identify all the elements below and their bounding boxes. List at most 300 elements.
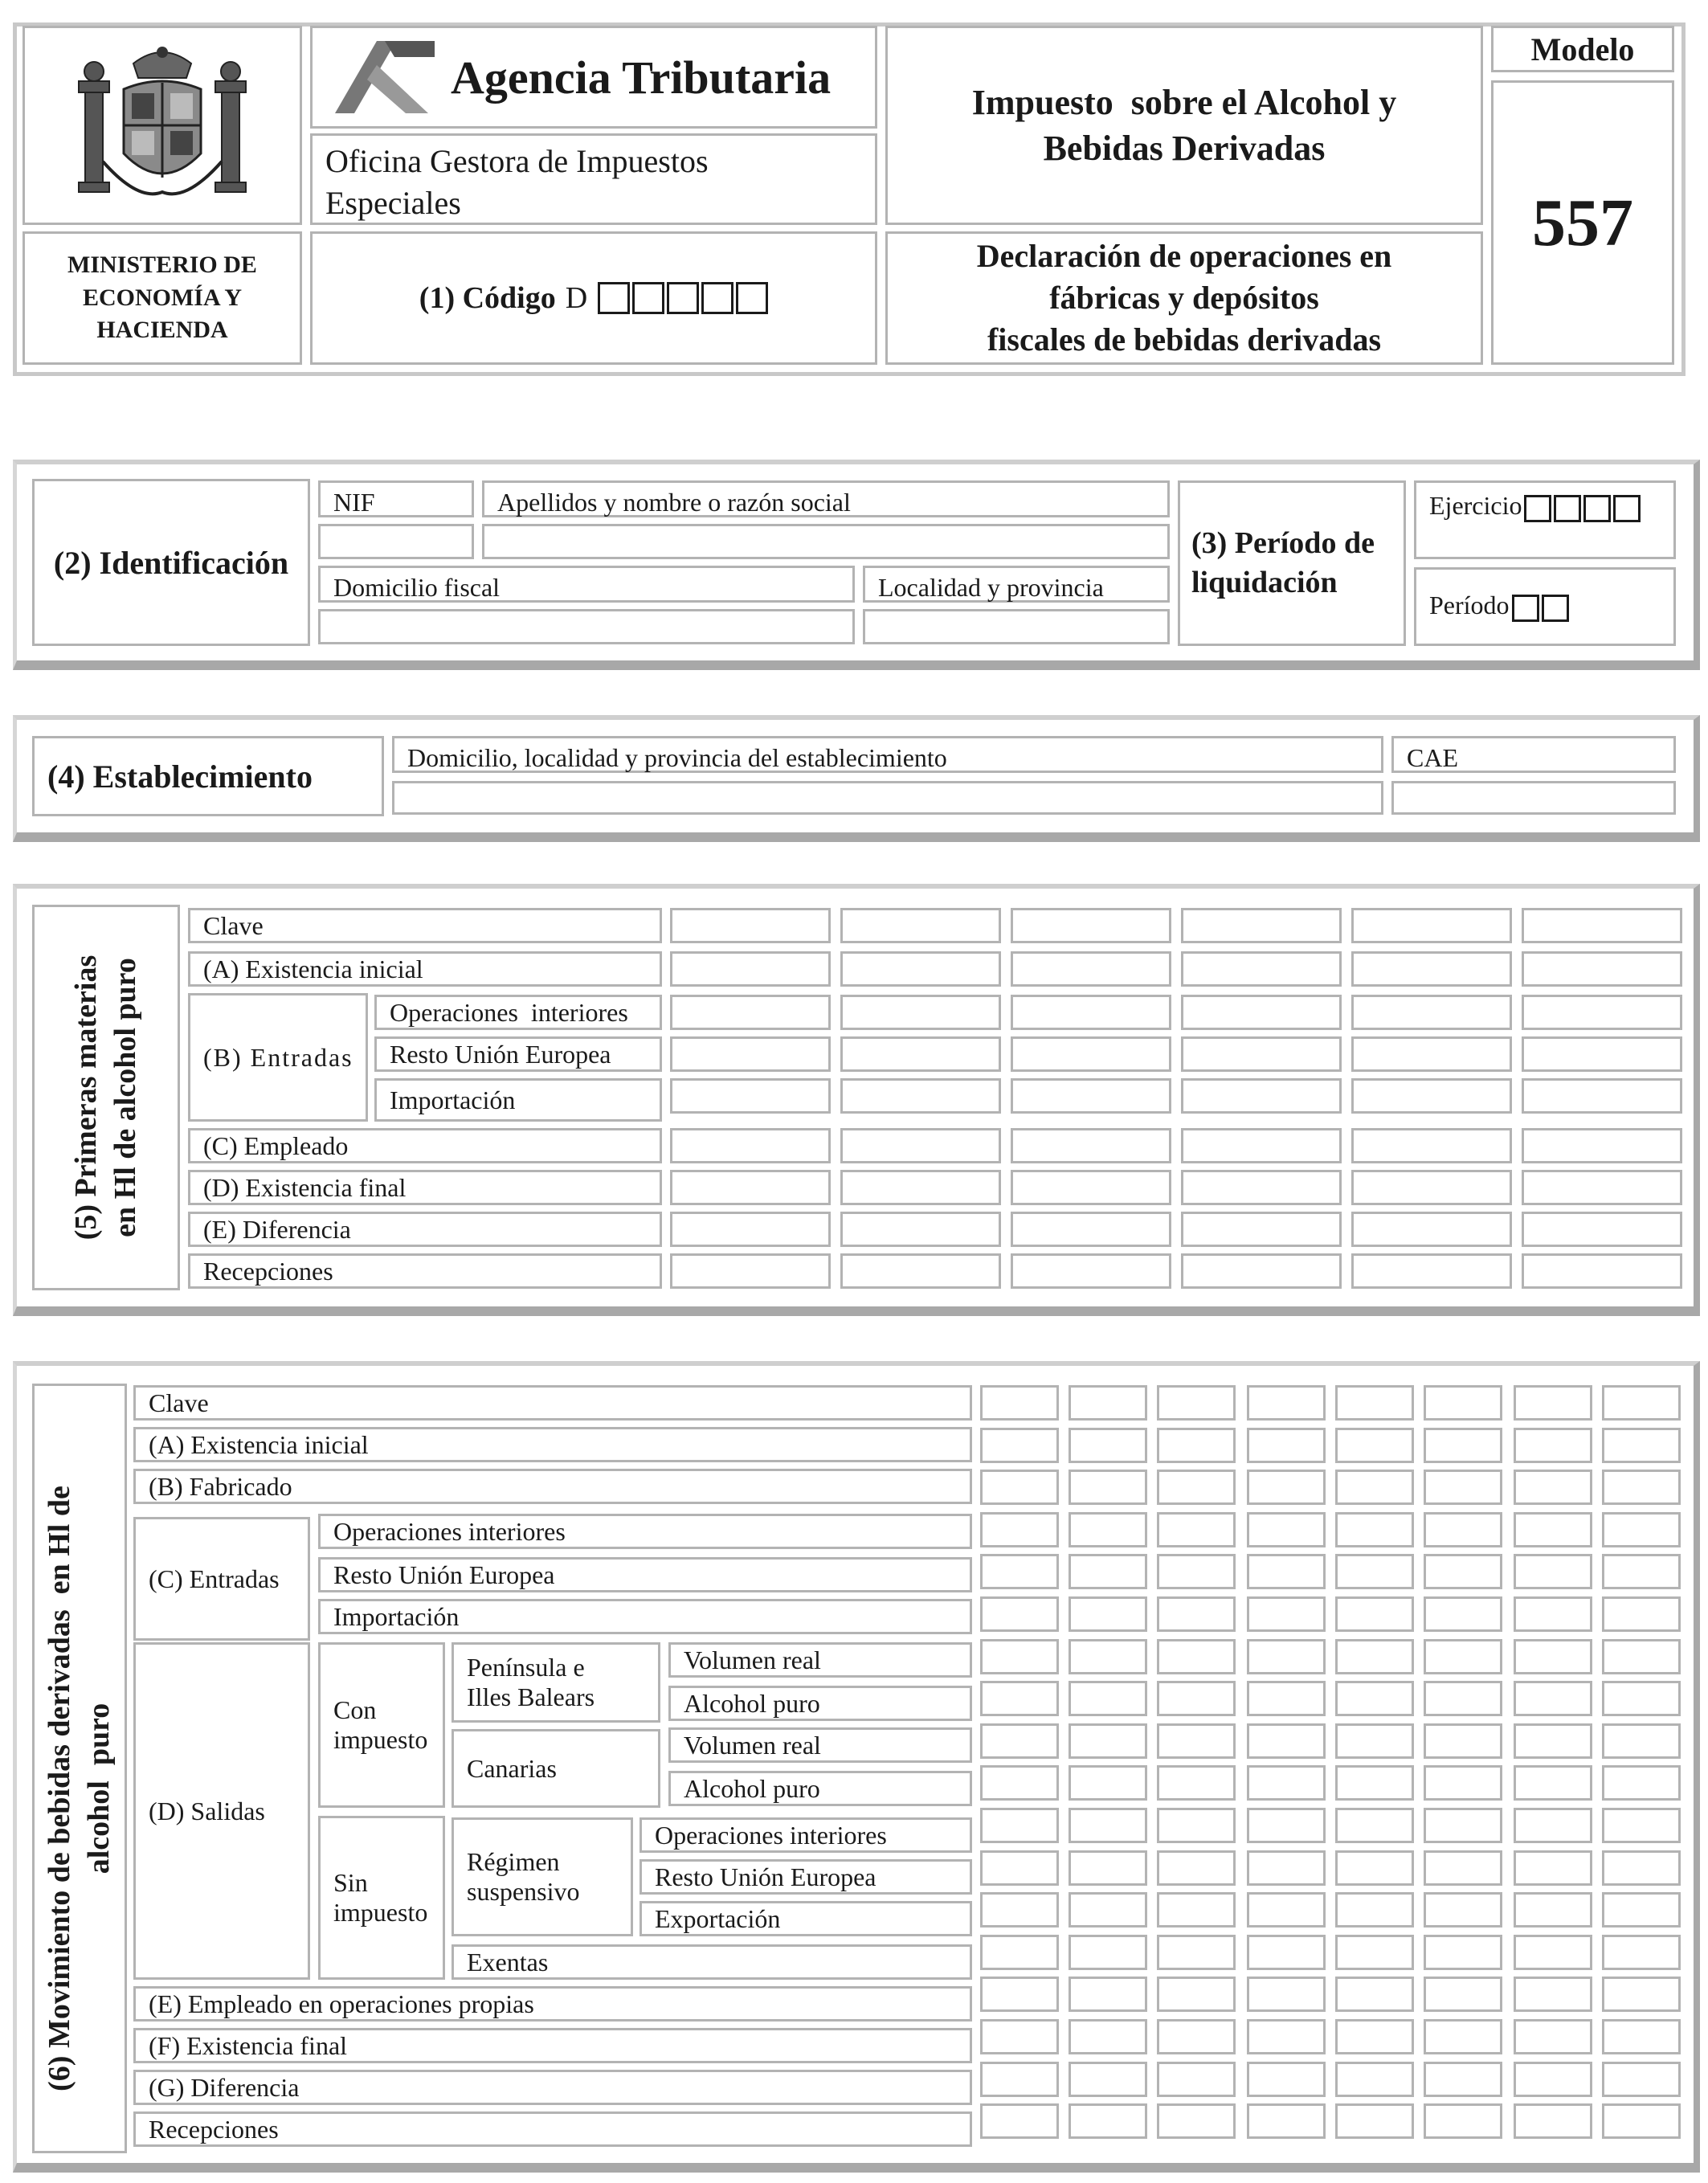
agency-logo-icon [329,33,441,121]
s5-value-cell[interactable] [670,1253,831,1289]
s6-value-cell[interactable] [980,1512,1059,1547]
s6-value-cell[interactable] [1602,1470,1681,1505]
s6-value-cell[interactable] [1157,2019,1236,2054]
s5-value-cell[interactable] [1181,1253,1342,1289]
s6-value-cell[interactable] [1069,1512,1147,1547]
s6-value-cell[interactable] [1157,2103,1236,2139]
s5-value-cell[interactable] [1011,951,1171,987]
s6-label-text: Resto Unión Europea [333,1560,555,1589]
s6-value-cell[interactable] [1514,1808,1592,1843]
localidad-input[interactable] [863,609,1170,644]
s5-value-cell[interactable] [1522,1128,1682,1163]
s6-label-salidas [133,1642,310,1980]
s6-value-cell[interactable] [1424,1935,1502,1970]
s5-label-text: Resto Unión Europea [390,1039,611,1069]
s5-value-cell[interactable] [1522,1253,1682,1289]
s6-value-cell[interactable] [1157,1723,1236,1759]
s6-label-text: Clave [149,1388,209,1417]
s6-value-cell[interactable] [980,1639,1059,1674]
s6-value-cell[interactable] [1424,1554,1502,1589]
codigo-label: (1) Código [419,281,556,315]
s6-value-cell[interactable] [1069,1385,1147,1421]
s6-value-cell[interactable] [1069,2019,1147,2054]
periodo-digit-box[interactable] [1512,595,1539,622]
s6-value-cell[interactable] [1424,1850,1502,1886]
s5-label-resto-ue [374,1036,662,1072]
s6-label-canarias [452,1729,660,1808]
s6-value-cell[interactable] [1602,2103,1681,2139]
s5-value-cell[interactable] [1522,1078,1682,1114]
ministry-line: HACIENDA [96,317,228,344]
s5-value-cell[interactable] [1522,1212,1682,1247]
s5-value-cell[interactable] [1522,995,1682,1030]
s6-value-cell[interactable] [1247,1723,1326,1759]
s6-value-cell[interactable] [1424,1977,1502,2012]
section6-title-line: alcohol puro [82,1703,116,1874]
s5-value-cell[interactable] [1181,951,1342,987]
s6-value-cell[interactable] [980,1385,1059,1421]
s6-value-cell[interactable] [1514,2062,1592,2097]
s5-value-cell[interactable] [840,1078,1001,1114]
s6-value-cell[interactable] [980,2062,1059,2097]
s6-label-text: Régimen [467,1847,560,1877]
ejercicio-digit-box[interactable] [1583,495,1611,522]
s6-value-cell[interactable] [980,1470,1059,1505]
s6-label-operaciones-interiores [318,1514,972,1549]
s5-value-cell[interactable] [1011,1128,1171,1163]
s6-label-volumen-real-canarias [668,1727,972,1763]
s6-value-cell[interactable] [1602,1723,1681,1759]
s6-value-cell[interactable] [980,1723,1059,1759]
s5-value-cell[interactable] [670,1036,831,1072]
s6-label-text: (C) Entradas [149,1564,280,1593]
s6-value-cell[interactable] [1157,1935,1236,1970]
s5-value-cell[interactable] [840,1128,1001,1163]
s6-label-text: Operaciones interiores [333,1516,566,1546]
s5-value-cell[interactable] [1351,1253,1512,1289]
s6-value-cell[interactable] [1602,1850,1681,1886]
s6-value-cell[interactable] [1514,1512,1592,1547]
s6-value-cell[interactable] [1335,1554,1414,1589]
s6-value-cell[interactable] [1335,2103,1414,2139]
s6-value-cell[interactable] [1424,1385,1502,1421]
s6-value-cell[interactable] [1069,2062,1147,2097]
s6-value-cell[interactable] [1424,1596,1502,1632]
s6-value-cell[interactable] [1069,1935,1147,1970]
s6-value-cell[interactable] [1247,1385,1326,1421]
s6-value-cell[interactable] [1157,1977,1236,2012]
s6-value-cell[interactable] [1602,2019,1681,2054]
identificacion-title-box [32,479,310,646]
s6-value-cell[interactable] [1514,2019,1592,2054]
s6-value-cell[interactable] [1514,1681,1592,1716]
s6-label-text: Exportación [655,1903,781,1933]
s5-value-cell[interactable] [1351,1170,1512,1205]
s5-label-operaciones-interiores [374,995,662,1030]
s6-label-existencia-final [133,2028,972,2063]
s5-value-cell[interactable] [1181,1128,1342,1163]
s6-value-cell[interactable] [1424,2019,1502,2054]
s5-value-cell[interactable] [1181,1036,1342,1072]
s5-label-recepciones [188,1253,662,1289]
establecimiento-domicilio-input[interactable] [392,781,1383,815]
s6-label-peninsula [452,1642,660,1723]
s6-label-regimen-op-interiores [639,1817,972,1853]
s6-value-cell[interactable] [1335,1808,1414,1843]
codigo-digit-box[interactable] [632,282,664,314]
s6-value-cell[interactable] [1514,1385,1592,1421]
s5-label-entradas [188,993,368,1122]
s6-value-cell[interactable] [1602,1512,1681,1547]
ejercicio-digit-box[interactable] [1554,495,1581,522]
s5-label-existencia-inicial [188,951,662,987]
s6-label-text: (G) Diferencia [149,2072,300,2102]
domicilio-fiscal-label-box [318,566,855,603]
s6-value-cell[interactable] [1247,2103,1326,2139]
s6-value-cell[interactable] [1247,1892,1326,1927]
s5-label-empleado [188,1128,662,1163]
s6-label-text: Illes Balears [467,1682,595,1711]
s6-value-cell[interactable] [1514,1470,1592,1505]
s6-value-cell[interactable] [1069,1428,1147,1463]
s6-value-cell[interactable] [1335,1428,1414,1463]
s6-value-cell[interactable] [1602,1681,1681,1716]
s6-value-cell[interactable] [1157,1639,1236,1674]
codigo-digit-box[interactable] [598,282,630,314]
s6-label-entradas [133,1517,310,1641]
s6-value-cell[interactable] [1157,1470,1236,1505]
s6-value-cell[interactable] [1602,1935,1681,1970]
s6-label-text: impuesto [333,1725,428,1754]
s6-value-cell[interactable] [1424,2062,1502,2097]
agency-box [310,26,877,129]
modelo-number-box [1491,80,1674,365]
nif-label-box [318,480,474,517]
s6-label-regimen [452,1817,633,1936]
modelo-number: 557 [1532,185,1633,260]
s5-value-cell[interactable] [1351,995,1512,1030]
s6-value-cell[interactable] [1157,1596,1236,1632]
establecimiento-title: (4) Establecimiento [47,758,313,795]
s6-value-cell[interactable] [980,1977,1059,2012]
s6-value-cell[interactable] [1157,1385,1236,1421]
s6-label-text: (A) Existencia inicial [149,1429,369,1459]
s6-value-cell[interactable] [1424,1723,1502,1759]
s6-value-cell[interactable] [1602,1385,1681,1421]
s5-label-text: Importación [390,1085,516,1114]
s6-value-cell[interactable] [1157,1428,1236,1463]
s5-value-cell[interactable] [1181,1212,1342,1247]
s6-value-cell[interactable] [1514,2103,1592,2139]
s6-value-cell[interactable] [1602,1765,1681,1801]
s6-value-cell[interactable] [1424,1512,1502,1547]
s5-value-cell[interactable] [1351,1212,1512,1247]
s6-value-cell[interactable] [1335,1512,1414,1547]
s5-value-cell[interactable] [1522,1036,1682,1072]
s5-label-diferencia [188,1212,662,1247]
periodo-title-box [1178,480,1406,646]
s5-value-cell[interactable] [840,951,1001,987]
periodo-title-line: (3) Período de [1191,525,1375,560]
s6-value-cell[interactable] [980,1428,1059,1463]
s6-value-cell[interactable] [1247,2062,1326,2097]
s5-label-text: (B) Entradas [203,1042,353,1072]
s6-value-cell[interactable] [1602,1977,1681,2012]
s6-value-cell[interactable] [1069,1850,1147,1886]
s6-value-cell[interactable] [1514,1639,1592,1674]
s6-value-cell[interactable] [1335,2062,1414,2097]
s6-value-cell[interactable] [1157,1892,1236,1927]
s6-value-cell[interactable] [980,1892,1059,1927]
section5-title [68,905,142,1290]
s6-value-cell[interactable] [1335,1977,1414,2012]
s5-value-cell[interactable] [1351,908,1512,943]
s6-value-cell[interactable] [1335,1596,1414,1632]
section6-title-line: (6) Movimiento de bebidas derivadas en Hl de [42,1486,76,2091]
section6-title [31,1404,128,2173]
s5-value-cell[interactable] [1181,995,1342,1030]
s6-value-cell[interactable] [1602,1428,1681,1463]
tax-title-line: Impuesto sobre el Alcohol y [971,82,1397,122]
s6-value-cell[interactable] [1157,2062,1236,2097]
ejercicio-box[interactable] [1414,480,1676,559]
ejercicio-digit-box[interactable] [1613,495,1641,522]
s6-value-cell[interactable] [1335,1892,1414,1927]
s5-label-text: (E) Diferencia [203,1214,351,1244]
office-box [310,133,877,225]
s6-label-exportacion [639,1901,972,1936]
s5-value-cell[interactable] [1351,1036,1512,1072]
s5-value-cell[interactable] [670,951,831,987]
s6-value-cell[interactable] [1157,1554,1236,1589]
agency-name: Agencia Tributaria [451,51,832,104]
s6-label-resto-ue [318,1557,972,1592]
s5-value-cell[interactable] [840,1170,1001,1205]
s5-value-cell[interactable] [670,1128,831,1163]
s6-value-cell[interactable] [980,1808,1059,1843]
s6-value-cell[interactable] [1602,2062,1681,2097]
s5-value-cell[interactable] [1011,1078,1171,1114]
s5-value-cell[interactable] [1181,1078,1342,1114]
s6-value-cell[interactable] [1335,1850,1414,1886]
s6-value-cell[interactable] [980,1554,1059,1589]
s6-value-cell[interactable] [1335,1681,1414,1716]
s6-label-text: Volumen real [684,1730,821,1760]
declaration-line: fábricas y depósitos [1049,280,1319,316]
s5-value-cell[interactable] [1351,1128,1512,1163]
s6-value-cell[interactable] [1514,1554,1592,1589]
codigo-input[interactable] [595,282,768,314]
s6-value-cell[interactable] [1069,1554,1147,1589]
s6-value-cell[interactable] [1514,1892,1592,1927]
ministry-box [22,231,302,365]
s6-value-cell[interactable] [1602,1639,1681,1674]
s6-value-cell[interactable] [1424,1428,1502,1463]
s5-value-cell[interactable] [1011,1036,1171,1072]
s6-value-cell[interactable] [1069,1977,1147,2012]
s6-value-cell[interactable] [980,1935,1059,1970]
s5-value-cell[interactable] [840,995,1001,1030]
s5-value-cell[interactable] [840,1253,1001,1289]
s6-value-cell[interactable] [1424,1808,1502,1843]
s6-label-regimen-resto-ue [639,1859,972,1895]
s6-value-cell[interactable] [1335,1385,1414,1421]
s6-value-cell[interactable] [1514,1850,1592,1886]
nombre-input[interactable] [482,524,1170,559]
s5-value-cell[interactable] [1011,1170,1171,1205]
s6-value-cell[interactable] [1602,1596,1681,1632]
s6-value-cell[interactable] [1069,1723,1147,1759]
coat-of-arms-icon [74,41,251,210]
s6-value-cell[interactable] [1247,1428,1326,1463]
establecimiento-title-box [32,736,384,816]
s6-value-cell[interactable] [1335,1723,1414,1759]
s6-value-cell[interactable] [1157,1765,1236,1801]
s6-value-cell[interactable] [980,2019,1059,2054]
s6-value-cell[interactable] [1514,1765,1592,1801]
s6-label-fabricado [133,1469,972,1504]
s6-value-cell[interactable] [1069,1808,1147,1843]
localidad-label: Localidad y provincia [878,573,1104,602]
s5-value-cell[interactable] [670,1212,831,1247]
s5-value-cell[interactable] [1351,1078,1512,1114]
s6-value-cell[interactable] [1247,2019,1326,2054]
s6-value-cell[interactable] [1424,1639,1502,1674]
s5-value-cell[interactable] [1351,951,1512,987]
s6-value-cell[interactable] [1157,1512,1236,1547]
s5-value-cell[interactable] [670,1078,831,1114]
s6-label-empleado [133,1986,972,2022]
s6-value-cell[interactable] [1335,1470,1414,1505]
s6-label-text: Alcohol puro [684,1773,820,1803]
ejercicio-digit-box[interactable] [1524,495,1551,522]
s5-value-cell[interactable] [1011,908,1171,943]
s6-label-text: impuesto [333,1898,428,1927]
cae-input[interactable] [1391,781,1676,815]
s6-value-cell[interactable] [1247,1935,1326,1970]
s6-value-cell[interactable] [1157,1681,1236,1716]
s6-value-cell[interactable] [1069,1596,1147,1632]
s6-value-cell[interactable] [980,1765,1059,1801]
s6-value-cell[interactable] [1069,1681,1147,1716]
s6-value-cell[interactable] [1069,1765,1147,1801]
nif-input[interactable] [318,524,474,559]
nombre-label: Apellidos y nombre o razón social [497,488,851,517]
s6-value-cell[interactable] [1602,1554,1681,1589]
codigo-digit-box[interactable] [667,282,699,314]
s5-value-cell[interactable] [1011,1253,1171,1289]
modelo-label: Modelo [1530,31,1635,67]
s6-value-cell[interactable] [1335,1935,1414,1970]
domicilio-fiscal-label: Domicilio fiscal [333,573,501,602]
s6-value-cell[interactable] [1335,2019,1414,2054]
s5-value-cell[interactable] [1522,951,1682,987]
s5-label-text: Operaciones interiores [390,997,628,1027]
s5-value-cell[interactable] [1011,995,1171,1030]
s5-value-cell[interactable] [670,1170,831,1205]
s6-value-cell[interactable] [1602,1808,1681,1843]
s6-label-text: Con [333,1695,377,1725]
nif-label: NIF [333,488,375,517]
s6-value-cell[interactable] [1514,1723,1592,1759]
s6-label-existencia-inicial [133,1427,972,1462]
s6-value-cell[interactable] [1424,1765,1502,1801]
declaration-line: Declaración de operaciones en [976,238,1392,274]
s6-value-cell[interactable] [1157,1808,1236,1843]
section5-title-line: en Hl de alcohol puro [108,958,142,1237]
s5-label-text: (D) Existencia final [203,1172,407,1202]
declaration-line: fiscales de bebidas derivadas [987,321,1382,358]
s5-value-cell[interactable] [1522,1170,1682,1205]
s5-value-cell[interactable] [1011,1212,1171,1247]
s6-value-cell[interactable] [1247,1596,1326,1632]
s6-value-cell[interactable] [1424,1470,1502,1505]
s6-value-cell[interactable] [1514,1596,1592,1632]
s6-value-cell[interactable] [1247,1977,1326,2012]
s6-value-cell[interactable] [980,1596,1059,1632]
office-name: Oficina Gestora de Impuestos Especiales [325,143,709,221]
s6-value-cell[interactable] [1424,1892,1502,1927]
periodo-digit-box[interactable] [1542,595,1569,622]
s5-label-clave [188,908,662,943]
s6-value-cell[interactable] [1247,1681,1326,1716]
s6-value-cell[interactable] [1247,1470,1326,1505]
codigo-prefix: D [565,281,588,315]
s6-value-cell[interactable] [1247,1808,1326,1843]
s5-value-cell[interactable] [1181,1170,1342,1205]
s6-label-diferencia [133,2070,972,2105]
s5-value-cell[interactable] [1522,908,1682,943]
s6-value-cell[interactable] [1247,1850,1326,1886]
s6-value-cell[interactable] [980,1850,1059,1886]
s6-value-cell[interactable] [1069,1639,1147,1674]
s6-value-cell[interactable] [1602,1892,1681,1927]
s6-label-text: (E) Empleado en operaciones propias [149,1989,534,2018]
s5-value-cell[interactable] [840,1212,1001,1247]
s6-value-cell[interactable] [1247,1639,1326,1674]
s6-value-cell[interactable] [1069,2103,1147,2139]
s5-value-cell[interactable] [840,908,1001,943]
s6-value-cell[interactable] [1514,1935,1592,1970]
domicilio-fiscal-input[interactable] [318,609,855,644]
s6-value-cell[interactable] [1424,2103,1502,2139]
codigo-digit-box[interactable] [701,282,733,314]
s5-value-cell[interactable] [670,995,831,1030]
establecimiento-domicilio-label-box [392,736,1383,773]
s6-value-cell[interactable] [1069,1892,1147,1927]
s6-value-cell[interactable] [1335,1639,1414,1674]
s6-value-cell[interactable] [1247,1554,1326,1589]
s5-label-text: Recepciones [203,1256,333,1286]
s6-label-con-impuesto [318,1642,445,1808]
periodo-box[interactable] [1414,567,1676,646]
s6-value-cell[interactable] [1514,1428,1592,1463]
s6-value-cell[interactable] [1157,1850,1236,1886]
s6-value-cell[interactable] [1247,1512,1326,1547]
s6-value-cell[interactable] [980,1681,1059,1716]
s6-value-cell[interactable] [1424,1681,1502,1716]
s5-value-cell[interactable] [840,1036,1001,1072]
modelo-label-box [1491,26,1674,72]
s6-value-cell[interactable] [1069,1470,1147,1505]
s6-value-cell[interactable] [1247,1765,1326,1801]
s5-value-cell[interactable] [1181,908,1342,943]
s5-value-cell[interactable] [670,908,831,943]
s6-value-cell[interactable] [1514,1977,1592,2012]
codigo-digit-box[interactable] [736,282,768,314]
s6-value-cell[interactable] [980,2103,1059,2139]
s6-value-cell[interactable] [1335,1765,1414,1801]
